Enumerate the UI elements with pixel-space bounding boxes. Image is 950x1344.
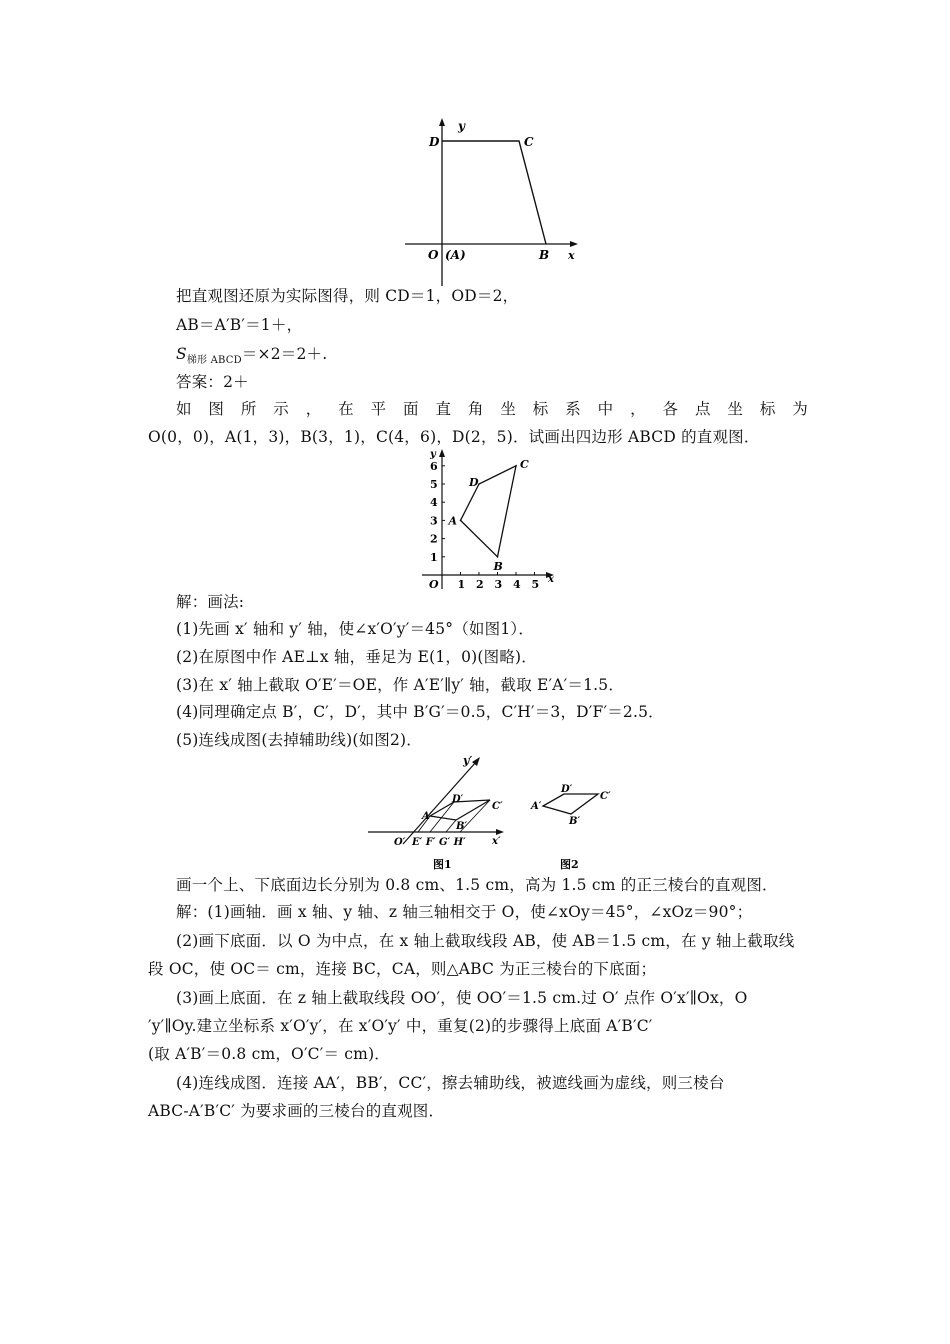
p3-step-1: 解：(1)画轴．画 x 轴、y 轴、z 轴三轴相交于 O，使∠xOy＝45°，∠xOz＝90°； <box>176 903 753 921</box>
origin-label: O <box>429 578 439 591</box>
problem3-line: 画一个上、下底面边长分别为 0.8 cm、1.5 cm，高为 1.5 cm 的正三棱台的直观图． <box>176 876 778 894</box>
y-tick-label: 3 <box>430 514 438 528</box>
p3-step-4a: (4)连线成图．连接 AA′，BB′，CC′，擦去辅助线，被遮线画为虚线，则三棱台 <box>176 1074 725 1092</box>
y-axis-label: y <box>430 449 436 460</box>
p3-step-3c: (取 A′B′＝0.8 cm，O′C′＝ cm)． <box>148 1045 391 1063</box>
fig2-label-D: D′ <box>561 784 573 795</box>
fig1-label-B: B′ <box>456 821 468 832</box>
y-tick-label: 4 <box>430 496 438 510</box>
problem2-line-2: O(0，0)，A(1，3)，B(3，1)，C(4，6)，D(2，5)．试画出四边形 ABCD 的直观图． <box>148 428 760 446</box>
fig2-label-B: B′ <box>569 816 581 827</box>
point-label-B: B <box>493 559 503 573</box>
fig1-label-A: A′ <box>422 811 433 822</box>
trapezoid-figure <box>400 118 590 288</box>
area-subscript: 梯形 ABCD <box>186 355 242 367</box>
x-tick-label: 2 <box>476 578 484 591</box>
text-line-1: 把直观图还原为实际图得，则 CD＝1，OD＝2， <box>176 287 519 305</box>
x-tick-label: 1 <box>457 578 466 591</box>
text-line-3 <box>176 342 327 366</box>
p3-step-2b: 段 OC，使 OC＝ cm，连接 BC，CA，则△ABC 为正三棱台的下底面； <box>148 960 657 978</box>
plot-marks <box>448 458 530 573</box>
label-A: (A) <box>445 248 466 262</box>
label-C: C <box>524 135 534 149</box>
y-axis-arrow <box>439 449 445 457</box>
y-tick-label: 2 <box>430 532 438 546</box>
x-tick-label: 5 <box>531 578 540 591</box>
point-label-C: C <box>520 457 529 471</box>
x-tick-label: 3 <box>494 578 503 591</box>
step-2: (2)在原图中作 AE⊥x 轴，垂足为 E(1，0)(图略)． <box>176 648 537 666</box>
p3-step-2a: (2)画下底面．以 O 为中点，在 x 轴上截取线段 AB，使 AB＝1.5 cm，在 y 轴上截取线 <box>176 932 795 950</box>
p3-step-4b: ABC-A′B′C′ 为要求画的三棱台的直观图． <box>148 1102 445 1120</box>
fig1-label-feet: E′ F′ G′ H′ <box>412 837 466 848</box>
step-4: (4)同理确定点 B′，C′，D′，其中 B′G′＝0.5，C′H′＝3，D′F′＝2.5． <box>176 703 664 721</box>
step-3: (3)在 x′ 轴上截取 O′E′＝OE，作 A′E′∥y′ 轴，截取 E′A′＝1.5． <box>176 676 625 694</box>
caption-fig1: 图1 <box>433 858 452 871</box>
fig1-label-C: C′ <box>492 801 503 812</box>
fig2-label-C: C′ <box>600 791 611 802</box>
p3-step-3b: ′y′∥Oy.建立坐标系 x′O′y′，在 x′O′y′ 中，重复(2)的步骤得上底面 A′B′C′ <box>148 1017 653 1035</box>
step-5: (5)连线成图(去掉辅助线)(如图2)． <box>176 731 423 749</box>
y-tick-label: 6 <box>430 459 438 473</box>
area-formula: ＝×2＝2＋. <box>241 345 328 363</box>
answer-line: 答案：2＋ <box>176 373 249 391</box>
text-line-2: AB＝A′B′＝1＋， <box>176 316 303 334</box>
oblique-drawings <box>368 752 628 872</box>
x-axis-label: x <box>548 574 554 585</box>
fig2-label-A: A′ <box>531 801 542 812</box>
point-label-A: A <box>448 514 458 528</box>
label-B: B <box>539 248 550 262</box>
coordinate-plot <box>420 447 560 592</box>
point-label-D: D <box>469 476 479 489</box>
area-symbol: S <box>176 345 187 363</box>
label-y: y <box>458 119 465 133</box>
x-tick-label: 4 <box>513 578 521 591</box>
point-A <box>460 520 462 522</box>
step-1: (1)先画 x′ 轴和 y′ 轴，使∠x′O′y′＝45°（如图1）． <box>176 620 535 638</box>
fig1-label-D: D′ <box>452 794 464 805</box>
label-O: O <box>428 248 439 262</box>
plot-axes <box>422 449 555 591</box>
caption-fig2: 图2 <box>560 858 579 871</box>
point-C <box>515 465 517 467</box>
solution-heading: 解：画法: <box>176 593 245 611</box>
problem2-line-1: 如 图 所 示 ， 在 平 面 直 角 坐 标 系 中 ， 各 点 坐 标 为 <box>176 400 808 418</box>
label-D: D <box>429 135 440 149</box>
y-tick-label: 1 <box>430 550 438 564</box>
y-tick-label: 5 <box>430 478 438 491</box>
p3-step-3a: (3)画上底面．在 z 轴上截取线段 OO′，使 OO′＝1.5 cm.过 O′ 点作 O′x′∥Ox，O <box>176 989 748 1007</box>
point-B <box>497 556 499 558</box>
fig1-label-y: y′ <box>463 754 473 767</box>
fig1-label-x: x′ <box>492 836 501 847</box>
label-x: x <box>568 249 575 262</box>
fig1-label-O: O′ <box>394 837 406 848</box>
